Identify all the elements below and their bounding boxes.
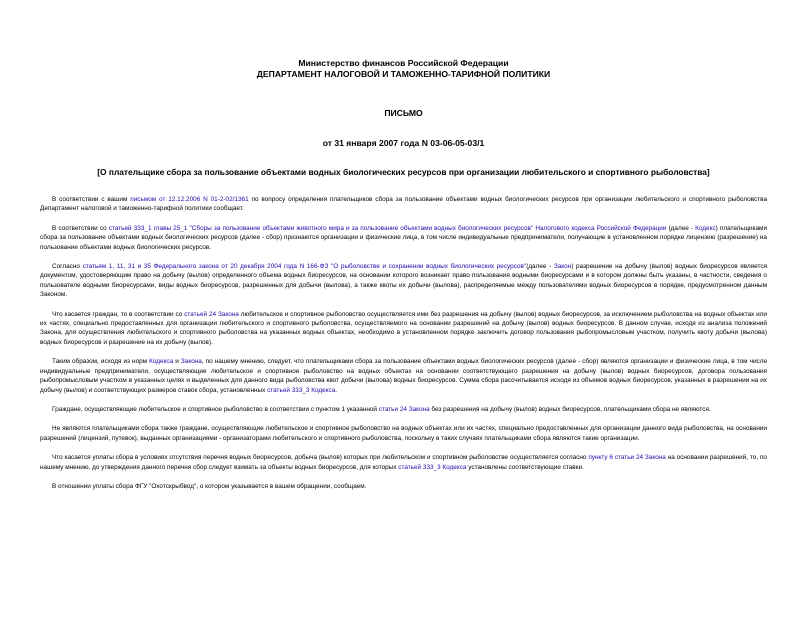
ministry-name: Министерство финансов Российской Федерации — [298, 58, 509, 68]
link-article-333-3-b[interactable]: статьей 333_3 Кодекса — [398, 463, 467, 471]
text: ) плательщиками сбора за пользование объектами водных биологических ресурсов (далее - сбор) признаются организации и физические лица, в том числе индивидуальные предприниматели, получающие в установленном порядке лицензию (разрешение) на пользование объектами водных биологических ресурсов. — [40, 224, 768, 251]
link-kodeks[interactable]: Кодекс — [695, 224, 716, 232]
text: Согласно — [52, 263, 83, 271]
text: и — [173, 358, 181, 366]
text: В соответствии со — [52, 224, 109, 232]
paragraph-5 — [40, 357, 767, 395]
text: без разрешения на добычу (вылов) водных биоресурсов, плательщиками сбора не являются. — [429, 405, 711, 413]
link-articles-1-11-31-35[interactable]: статьям 1, 11, 31 и 35 — [82, 263, 151, 271]
link-zakon[interactable]: Закон — [553, 263, 572, 271]
paragraph-1 — [40, 195, 767, 214]
link-zakona[interactable]: Закона — [180, 358, 202, 366]
link-article-333-1[interactable]: статьей 333_1 главы 25_1 — [108, 224, 188, 232]
link-point-6-article-24[interactable]: пункту 6 статьи 24 Закона — [588, 454, 666, 462]
text: (далее - — [526, 263, 554, 271]
link-kodeksa[interactable]: Кодекса — [149, 358, 174, 366]
document-date-number: от 31 января 2007 года N 03-06-05-03/1 — [322, 138, 485, 148]
text: ) разрешение на добычу (вылов) водных биоресурсов является документом, удостоверяющим право на добычу (вылов) определенного объема водных биоресурсов, на основании которого возникает право пользования водными биоресурсами и в котором должны быть указаны, в частности, сведения о пользователе водными биоресурсами, виды водных биоресурсов, разрешенных для добычи (вылова), а также квоты их добычи (вылова), распределяемые между пользователями водных биоресурсов в порядке, предусмотренном данным Законом. — [40, 263, 767, 299]
link-letter-reference[interactable]: письмом от 12.12.2006 N 01-2-02/1361 — [130, 196, 249, 203]
text: на основании разрешений, то, по нашему мнению, до утверждения данного перечня сбор следует взимать за объекты водных биоресурсов, для которых — [40, 454, 767, 471]
paragraph-7: Не являются плательщиками сбора также граждане, осуществляющие любительское и спортивное рыболовство на водных объектах или их частях, специально предоставленных для организации данного вида рыболовства, на основании разрешений (лицензий, путевок), выданных организациями - организаторами любительского и спортивного рыболовства, поскольку в таких случаях плательщиками сбора являются такие организации. — [40, 425, 767, 442]
document-page — [0, 58, 807, 629]
text: В соответствии с вашим — [52, 196, 131, 203]
text: любительское и спортивное рыболовство осуществляется ими без разрешения на добычу (вылов) водных биоресурсов, за исключением рыболовства на водных объектах или их частях, специально предоставленных для организации любительского и спортивного рыболовства, осуществляемого на основании разрешений на добычу (вылов) водных биоресурсов. В данном случае, исходя из анализа положений Закона, для осуществления любительского и спортивного рыболовства на указанных водных объектах, необходимо в установленном порядке заключить договор пользования рыбопромысловым участком, получить квоту добычи (вылова) водных биоресурсов и разрешение на их добычу (вылов). — [40, 310, 767, 346]
paragraph-6 — [40, 405, 767, 414]
paragraph-4 — [40, 310, 767, 348]
text: Что касается граждан, то в соответствии со — [52, 310, 185, 318]
text: по вопросу определения плательщиков сбора за пользование объектами водных биологических ресурсов при организации любительского и спортивного рыболовства Департамент налоговой и таможенно-тарифной политики сообщает. — [40, 196, 768, 213]
link-article-24-law[interactable]: статьей 24 Закона — [184, 310, 239, 318]
paragraph-9: В отношении уплаты сбора ФГУ "Охотскрыбвод", о котором указывается в вашем обращении, сообщаем. — [52, 482, 367, 490]
link-article-333-3[interactable]: статьей 333_3 Кодекса — [267, 386, 336, 394]
link-tax-code[interactable]: Налогового кодекса Российской Федерации — [535, 224, 667, 232]
department-name: ДЕПАРТАМЕНТ НАЛОГОВОЙ И ТАМОЖЕННО-ТАРИФНОЙ ПОЛИТИКИ — [256, 69, 551, 79]
document-subject: [О плательщике сбора за пользование объектами водных биологических ресурсов при организации любительского и спортивного рыболовства] — [97, 167, 710, 177]
link-federal-law[interactable]: Федерального закона от 20 декабря 2004 года N 166-ФЗ "О рыболовстве и сохранении водных биологических ресурсов" — [153, 263, 527, 271]
paragraph-8 — [40, 453, 767, 472]
document-type: ПИСЬМО — [384, 108, 423, 118]
document-body — [40, 195, 767, 491]
text: , по нашему мнению, следует, что плательщиками сбора за пользование объектами водных биологических ресурсов (далее - сбор) являются организации и физические лица, в том числе индивидуальные предприниматели, осуществляющие любительское и спортивное рыболовство на водных объектах на основании соответствующего разрешения на добычу (вылов) водных биоресурсов, договора пользования рыбопромысловым участком в указанных целях и выделенных для данного вида рыболовства квот добычи (вылова) водных биоресурсов. Сумма сбора рассчитывается исходя из объемов водных биоресурсов, указанных в разрешении на их добычу (вылов) и соответствующих размеров ставок сбора, установленных — [40, 358, 767, 394]
text: . — [335, 386, 338, 394]
link-article-24-law-b[interactable]: статьи 24 Закона — [378, 405, 430, 413]
paragraph-3 — [40, 262, 767, 300]
text: (далее - — [666, 224, 696, 232]
text: Граждане, осуществляющие любительское и спортивное рыболовство в соответствии с пунктом 1 указанной — [52, 405, 379, 413]
text: Таким образом, исходя из норм — [52, 358, 150, 366]
text: установлены соответствующие ставки. — [466, 463, 584, 471]
text: Что касается уплаты сбора в условиях отсутствия перечня водных биоресурсов, добыча (вылов) которых при любительском и спортивном рыболовстве осуществляется согласно — [52, 454, 589, 462]
link-chapter-title[interactable]: "Сборы за пользование объектами животного мира и за пользование объектами водных биологических ресурсов" — [189, 224, 534, 232]
paragraph-2 — [40, 224, 767, 252]
